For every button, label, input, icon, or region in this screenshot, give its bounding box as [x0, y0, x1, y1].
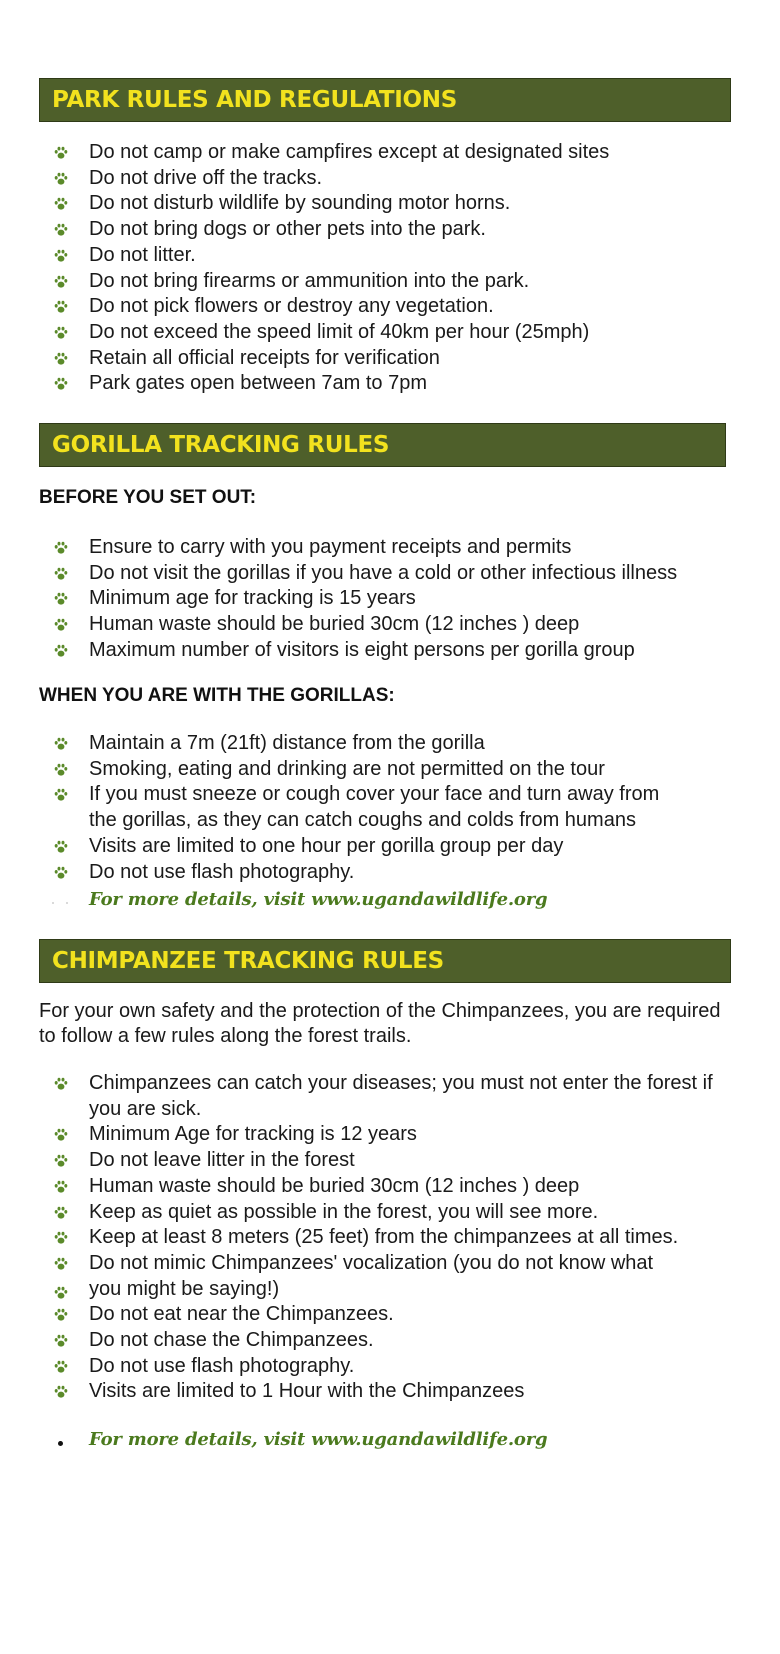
- rule-text: Do not leave litter in the forest: [89, 1149, 355, 1172]
- paw-print-icon: [54, 1231, 68, 1245]
- rule-text: Do not chase the Chimpanzees.: [89, 1329, 374, 1352]
- with-the-gorillas-heading: WHEN YOU ARE WITH THE GORILLAS:: [39, 685, 395, 706]
- list-item: [0, 1302, 740, 1328]
- rule-text: Keep at least 8 meters (25 feet) from the chimpanzees at all times.: [89, 1226, 679, 1249]
- chimp-intro-text: For your own safety and the protection of the Chimpanzees, you are required to follow a few rules along the forest trails.: [39, 1000, 721, 1047]
- paw-print-icon: [54, 592, 68, 606]
- rule-text: Maintain a 7m (21ft) distance from the gorilla: [89, 732, 485, 754]
- gorilla-rules-title: GORILLA TRACKING RULES: [52, 432, 390, 458]
- rule-text: Do not pick flowers or destroy any vegetation.: [89, 295, 494, 318]
- paw-print-icon: [54, 172, 68, 186]
- list-item: [0, 834, 740, 860]
- list-item: [0, 860, 740, 886]
- paw-print-icon: [54, 377, 68, 391]
- bullet-dot: [58, 1441, 63, 1446]
- rule-text: Do not disturb wildlife by sounding motor horns.: [89, 192, 511, 215]
- paw-print-icon: [54, 840, 68, 854]
- paw-print-icon: [54, 541, 68, 555]
- rule-text: Do not camp or make campfires except at designated sites: [89, 141, 610, 163]
- list-item: [0, 1354, 740, 1380]
- faint-bullet: [52, 902, 54, 904]
- paw-print-icon: [54, 1385, 68, 1399]
- chimp-more-details-link[interactable]: For more details, visit www.ugandawildlife.org: [89, 1429, 548, 1450]
- rule-text: Ensure to carry with you payment receipts and permits: [89, 536, 572, 558]
- rule-text: Do not drive off the tracks.: [89, 166, 323, 189]
- gorilla-with-list: [0, 731, 740, 885]
- park-rules-header: [39, 78, 731, 122]
- paw-print-icon: [54, 300, 68, 314]
- paw-print-icon: [54, 737, 68, 751]
- gorilla-more-details-link[interactable]: For more details, visit www.ugandawildlife.org: [89, 889, 548, 910]
- faint-bullet: [66, 902, 68, 904]
- rule-text: Human waste should be buried 30cm (12 inches ) deep: [89, 613, 580, 636]
- paw-print-icon: [54, 1180, 68, 1194]
- paw-print-icon: [54, 866, 68, 880]
- rule-text: Do not bring dogs or other pets into the park.: [89, 218, 486, 241]
- paw-print-icon: [54, 1128, 68, 1142]
- rule-text: Do not exceed the speed limit of 40km per hour (25mph): [89, 320, 590, 343]
- rule-text: Do not use flash photography.: [89, 1354, 355, 1377]
- rule-text: Do not litter.: [89, 243, 196, 266]
- rule-text: Smoking, eating and drinking are not permitted on the tour: [89, 757, 605, 780]
- paw-print-icon: [54, 146, 68, 160]
- park-rules-list: [0, 140, 740, 397]
- rule-text: Do not visit the gorillas if you have a cold or other infectious illness: [89, 561, 678, 584]
- list-item: [0, 612, 740, 638]
- paw-print-icon: [54, 223, 68, 237]
- rule-text: Human waste should be buried 30cm (12 inches ) deep: [89, 1174, 580, 1197]
- paw-print-icon: [54, 352, 68, 366]
- list-item: [0, 1071, 740, 1122]
- park-rules-title: PARK RULES AND REGULATIONS: [52, 87, 458, 113]
- list-item: [0, 140, 740, 166]
- chimp-rules-header: [39, 939, 731, 983]
- list-item: [0, 1225, 740, 1251]
- list-item: [0, 638, 740, 664]
- list-item: [0, 371, 740, 397]
- paw-print-icon: [54, 1154, 68, 1168]
- list-item: [0, 535, 740, 561]
- rule-text: Do not bring firearms or ammunition into the park.: [89, 269, 530, 292]
- paw-print-icon: [54, 1257, 68, 1271]
- paw-print-icon: [54, 618, 68, 632]
- paw-print-icon: [54, 644, 68, 658]
- paw-print-icon: [54, 1308, 68, 1322]
- paw-print-icon: [54, 1360, 68, 1374]
- list-item: [0, 346, 740, 372]
- rule-text: If you must sneeze or cough cover your face and turn away from the gorillas, as they can catch coughs and colds from humans: [89, 783, 660, 832]
- list-item: [0, 782, 740, 833]
- list-item: [0, 1148, 740, 1174]
- before-you-set-out-heading: BEFORE YOU SET OUT:: [39, 487, 257, 508]
- list-item: [0, 1122, 740, 1148]
- list-item: [0, 243, 740, 269]
- list-item: [0, 294, 740, 320]
- paw-print-icon: [54, 567, 68, 581]
- rule-text: Retain all official receipts for verification: [89, 346, 440, 369]
- rule-text: Maximum number of visitors is eight persons per gorilla group: [89, 638, 635, 661]
- paw-print-icon: [54, 1334, 68, 1348]
- rule-text: Minimum Age for tracking is 12 years: [89, 1123, 417, 1146]
- list-item: [0, 217, 740, 243]
- rule-text: Visits are limited to 1 Hour with the Chimpanzees: [89, 1380, 525, 1403]
- list-item: [0, 1200, 740, 1226]
- rule-text: Keep as quiet as possible in the forest, you will see more.: [89, 1200, 599, 1223]
- list-item: [0, 1328, 740, 1354]
- rule-text: Do not mimic Chimpanzees' vocalization (you do not know what you might be saying!): [89, 1251, 654, 1300]
- list-item: [0, 561, 740, 587]
- list-item: [0, 731, 740, 757]
- list-item: [0, 586, 740, 612]
- paw-print-icon: [54, 275, 68, 289]
- paw-print-icon: [54, 326, 68, 340]
- paw-print-icon: [54, 249, 68, 263]
- paw-print-icon: [54, 763, 68, 777]
- list-item: [0, 269, 740, 295]
- paw-print-icon: [54, 197, 68, 211]
- chimp-rules-title: CHIMPANZEE TRACKING RULES: [52, 948, 444, 974]
- paw-print-icon: [54, 1206, 68, 1220]
- rule-text: Do not eat near the Chimpanzees.: [89, 1303, 394, 1326]
- rule-text: Do not use flash photography.: [89, 860, 355, 883]
- paw-print-icon: [54, 788, 68, 802]
- gorilla-before-list: [0, 535, 740, 664]
- rule-text: Park gates open between 7am to 7pm: [89, 372, 427, 395]
- list-item: [0, 1174, 740, 1200]
- rule-text: Visits are limited to one hour per gorilla group per day: [89, 834, 564, 857]
- rule-text: Chimpanzees can catch your diseases; you must not enter the forest if you are sick.: [89, 1072, 713, 1120]
- paw-print-icon: [54, 1077, 68, 1091]
- rule-text: Minimum age for tracking is 15 years: [89, 587, 416, 610]
- gorilla-rules-header: [39, 423, 726, 467]
- paw-print-icon: [54, 1286, 68, 1300]
- list-item: [0, 320, 740, 346]
- chimp-rules-list: [0, 1071, 740, 1405]
- list-item: [0, 757, 740, 783]
- list-item: [0, 1251, 740, 1302]
- list-item: [0, 1379, 740, 1405]
- list-item: [0, 166, 740, 192]
- list-item: [0, 191, 740, 217]
